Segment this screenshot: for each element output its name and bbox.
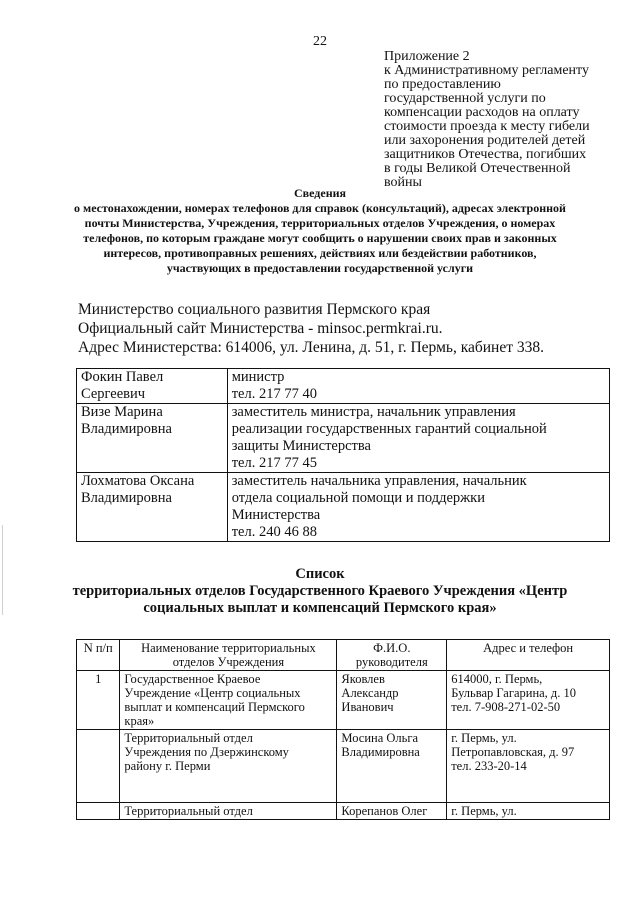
cell-line: Владимировна <box>81 490 172 506</box>
contact-name-cell <box>77 404 228 473</box>
table-row <box>77 369 610 404</box>
cell-line: Наименование территориальных <box>141 641 316 655</box>
office-number-cell <box>77 803 120 820</box>
ministry-info <box>78 300 544 357</box>
cell-line: Иванович <box>341 700 394 714</box>
appendix-line: государственной услуги по <box>384 91 546 106</box>
cell-line: Фокин Павел <box>81 369 164 385</box>
cell-line: Ф.И.О. <box>373 641 411 655</box>
office-name-cell <box>120 671 337 730</box>
cell-line: Корепанов Олег <box>341 804 428 818</box>
appendix-line: Приложение 2 <box>384 49 470 64</box>
column-header-number <box>77 640 120 671</box>
ministry-address: Адрес Министерства: 614006, ул. Ленина, д. 51, г. Пермь, кабинет 338. <box>78 339 544 356</box>
cell-line: отдела социальной помощи и поддержки <box>231 490 485 506</box>
appendix-line: компенсации расходов на оплату <box>384 105 580 120</box>
column-header-address <box>447 640 610 671</box>
heading-line: телефонов, по которым граждане могут сообщить о нарушении своих прав и законных <box>83 231 557 245</box>
page-number: 22 <box>313 34 327 49</box>
cell-line: руководителя <box>355 655 428 669</box>
appendix-line: или захоронения родителей детей <box>384 133 586 148</box>
appendix-line: в годы Великой Отечественной <box>384 161 571 176</box>
cell-line: выплат и компенсаций Пермского <box>124 700 305 714</box>
cell-line: г. Пермь, ул. <box>451 731 517 745</box>
cell-line: Визе Марина <box>81 404 163 420</box>
ministry-name: Министерство социального развития Пермского края <box>78 301 431 318</box>
cell-line: Территориальный отдел <box>124 804 253 818</box>
list-title-line: социальных выплат и компенсаций Пермского края» <box>143 600 497 616</box>
office-number-cell <box>77 671 120 730</box>
column-header-head <box>337 640 447 671</box>
cell-line: Территориальный отдел <box>124 731 253 745</box>
cell-line: Петропавловская, д. 97 <box>451 745 575 759</box>
cell-line: отделов Учреждения <box>172 655 285 669</box>
cell-line: министр <box>231 369 285 385</box>
cell-line: Государственное Краевое <box>124 672 261 686</box>
cell-line: Учреждение «Центр социальных <box>124 686 301 700</box>
heading-line: участвующих в предоставлении государственной услуги <box>166 261 474 275</box>
table-row <box>77 730 610 803</box>
office-address-cell <box>447 730 610 803</box>
appendix-line: к Административному регламенту <box>384 63 589 78</box>
office-head-cell <box>337 730 447 803</box>
contact-name-cell <box>77 369 228 404</box>
contact-position-cell <box>227 369 609 404</box>
appendix-caption <box>384 50 624 190</box>
cell-line: защиты Министерства <box>231 438 371 454</box>
cell-line: Владимировна <box>341 745 420 759</box>
cell-line: Бульвар Гагарина, д. 10 <box>451 686 577 700</box>
cell-line: Адрес и телефон <box>483 641 574 655</box>
office-head-cell <box>337 803 447 820</box>
cell-line: тел. 240 46 88 <box>231 524 317 540</box>
cell-line: тел. 217 77 45 <box>231 455 317 471</box>
cell-line: Лохматова Оксана <box>81 473 195 489</box>
cell-line: г. Пермь, ул. <box>451 804 517 818</box>
column-header-name <box>120 640 337 671</box>
office-head-cell <box>337 671 447 730</box>
cell-line: Сергеевич <box>81 386 146 402</box>
ministry-contacts-table <box>76 368 610 542</box>
list-title-line: Список <box>295 566 345 582</box>
heading-title: Сведения <box>293 186 347 200</box>
heading-line: о местонахождении, номерах телефонов для справок (консультаций), адресах электронной <box>74 201 566 215</box>
contact-position-cell <box>227 404 609 473</box>
cell-line: району г. Перми <box>124 759 211 773</box>
office-address-cell <box>447 803 610 820</box>
cell-line: 1 <box>95 672 102 686</box>
heading-line: интересов, противоправных решениях, действиях или бездействии работников, <box>103 246 537 260</box>
cell-line: N п/п <box>83 641 113 655</box>
contact-position-cell <box>227 473 609 542</box>
table-row <box>77 404 610 473</box>
cell-line: 614000, г. Пермь, <box>451 672 543 686</box>
cell-line: заместитель начальника управления, начальник <box>231 473 527 489</box>
heading-line: почты Министерства, Учреждения, территориальных отделов Учреждения, о номерах <box>84 216 556 230</box>
cell-line: тел. 7-908-271-02-50 <box>451 700 561 714</box>
cell-line: Министерства <box>231 507 321 523</box>
section-heading <box>0 186 640 276</box>
cell-line: края» <box>124 714 155 728</box>
cell-line: Мосина Ольга <box>341 731 419 745</box>
office-name-cell <box>120 803 337 820</box>
office-name-cell <box>120 730 337 803</box>
cell-line: Яковлев <box>341 672 385 686</box>
territorial-offices-table <box>76 639 610 820</box>
contact-name-cell <box>77 473 228 542</box>
ministry-website: Официальный сайт Министерства - minsoc.permkrai.ru. <box>78 320 443 337</box>
appendix-line: защитников Отечества, погибших <box>384 147 587 162</box>
cell-line: тел. 233-20-14 <box>451 759 527 773</box>
office-number-cell <box>77 730 120 803</box>
cell-line: Александр <box>341 686 399 700</box>
table-header-row <box>77 640 610 671</box>
table-row <box>77 473 610 542</box>
list-title <box>0 566 640 617</box>
cell-line: реализации государственных гарантий социальной <box>231 421 547 437</box>
appendix-line: войны <box>384 175 422 190</box>
appendix-line: по предоставлению <box>384 77 501 92</box>
cell-line: тел. 217 77 40 <box>231 386 317 402</box>
table-row <box>77 671 610 730</box>
table-row <box>77 803 610 820</box>
list-title-line: территориальных отделов Государственного Краевого Учреждения «Центр <box>72 583 568 599</box>
cell-line: Владимировна <box>81 421 172 437</box>
office-address-cell <box>447 671 610 730</box>
cell-line: Учреждения по Дзержинскому <box>124 745 289 759</box>
appendix-line: стоимости проезда к месту гибели <box>384 119 590 134</box>
cell-line: заместитель министра, начальник управления <box>231 404 516 420</box>
